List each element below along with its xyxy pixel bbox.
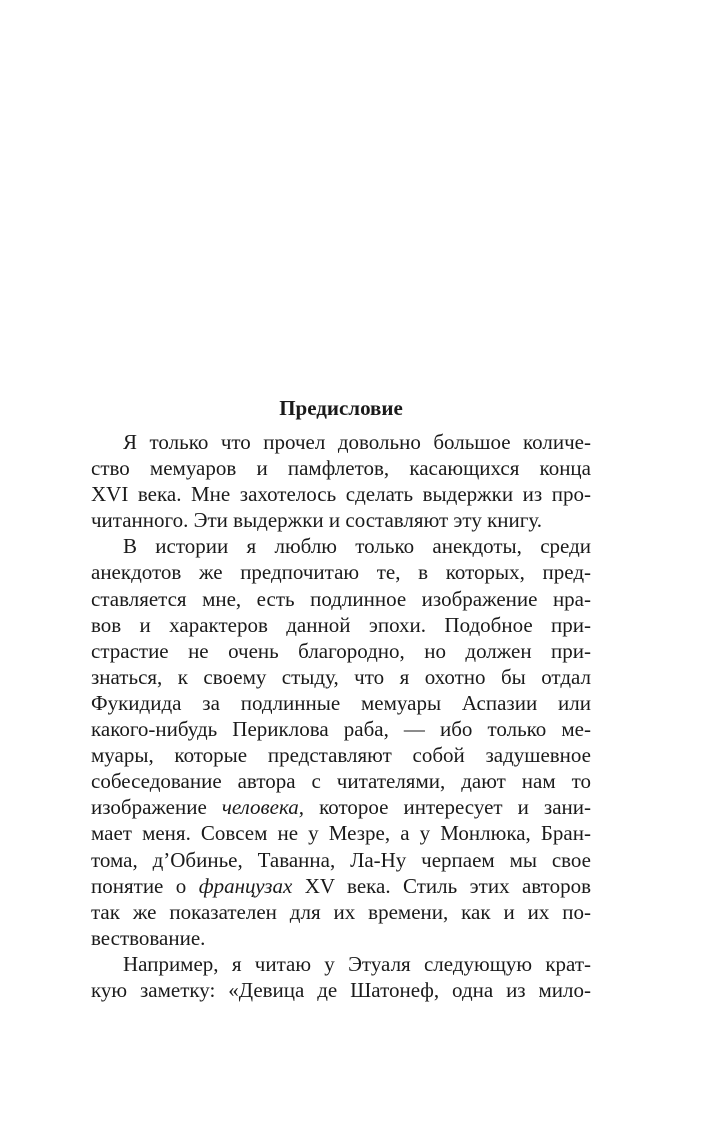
text-segment: понятие о <box>91 873 199 898</box>
text-segment: изображение <box>91 795 222 820</box>
text-line: вов и характеров данной эпохи. Подобное при- <box>91 612 591 637</box>
text-line: муары, которые представляют собой задушевное <box>91 743 591 768</box>
text-line: Например, я читаю у Этуаля следующую крат- <box>123 951 591 976</box>
text-line <box>91 873 591 899</box>
italic-word: человека, <box>221 795 305 820</box>
text-line: так же показателен для их времени, как и их по- <box>91 899 591 924</box>
text-line: мает меня. Совсем не у Мезре, а у Монлюка, Бран- <box>91 821 591 846</box>
text-line: В истории я люблю только анекдоты, среди <box>123 534 591 559</box>
text-line: Я только что прочел довольно большое количе- <box>123 430 591 454</box>
text-line: ство мемуаров и памфлетов, касающихся конца <box>91 456 591 481</box>
text-line: Фукидида за подлинные мемуары Аспазии или <box>91 690 591 715</box>
text-line: вествование. <box>91 925 206 950</box>
text-line: читанного. Эти выдержки и составляют эту книгу. <box>91 508 543 533</box>
text-line: ставляется мне, есть подлинное изображение нра- <box>91 586 591 611</box>
text-line: какого-нибудь Периклова раба, — ибо только ме- <box>91 717 591 742</box>
text-line <box>91 794 591 820</box>
text-line: кую заметку: «Девица де Шатонеф, одна из мило- <box>91 977 591 1002</box>
text-line: страстие не очень благородно, но должен при- <box>91 638 591 663</box>
text-line: тома, д’Обинье, Таванна, Ла-Ну черпаем мы свое <box>91 847 591 872</box>
text-segment: которое интересует и зани- <box>304 795 591 820</box>
text-line: знаться, к своему стыду, что я охотно бы отдал <box>91 664 591 689</box>
text-line: собеседование автора с читателями, дают нам то <box>91 769 591 794</box>
text-line: анекдотов же предпочитаю те, в которых, пред- <box>91 560 591 585</box>
text-segment: XV века. Стиль этих авторов <box>292 873 591 898</box>
text-line: XVI века. Мне захотелось сделать выдержки из про- <box>91 482 591 507</box>
italic-word: французах <box>198 873 293 898</box>
chapter-heading: Предисловие <box>279 396 403 420</box>
body-text <box>91 429 591 1003</box>
